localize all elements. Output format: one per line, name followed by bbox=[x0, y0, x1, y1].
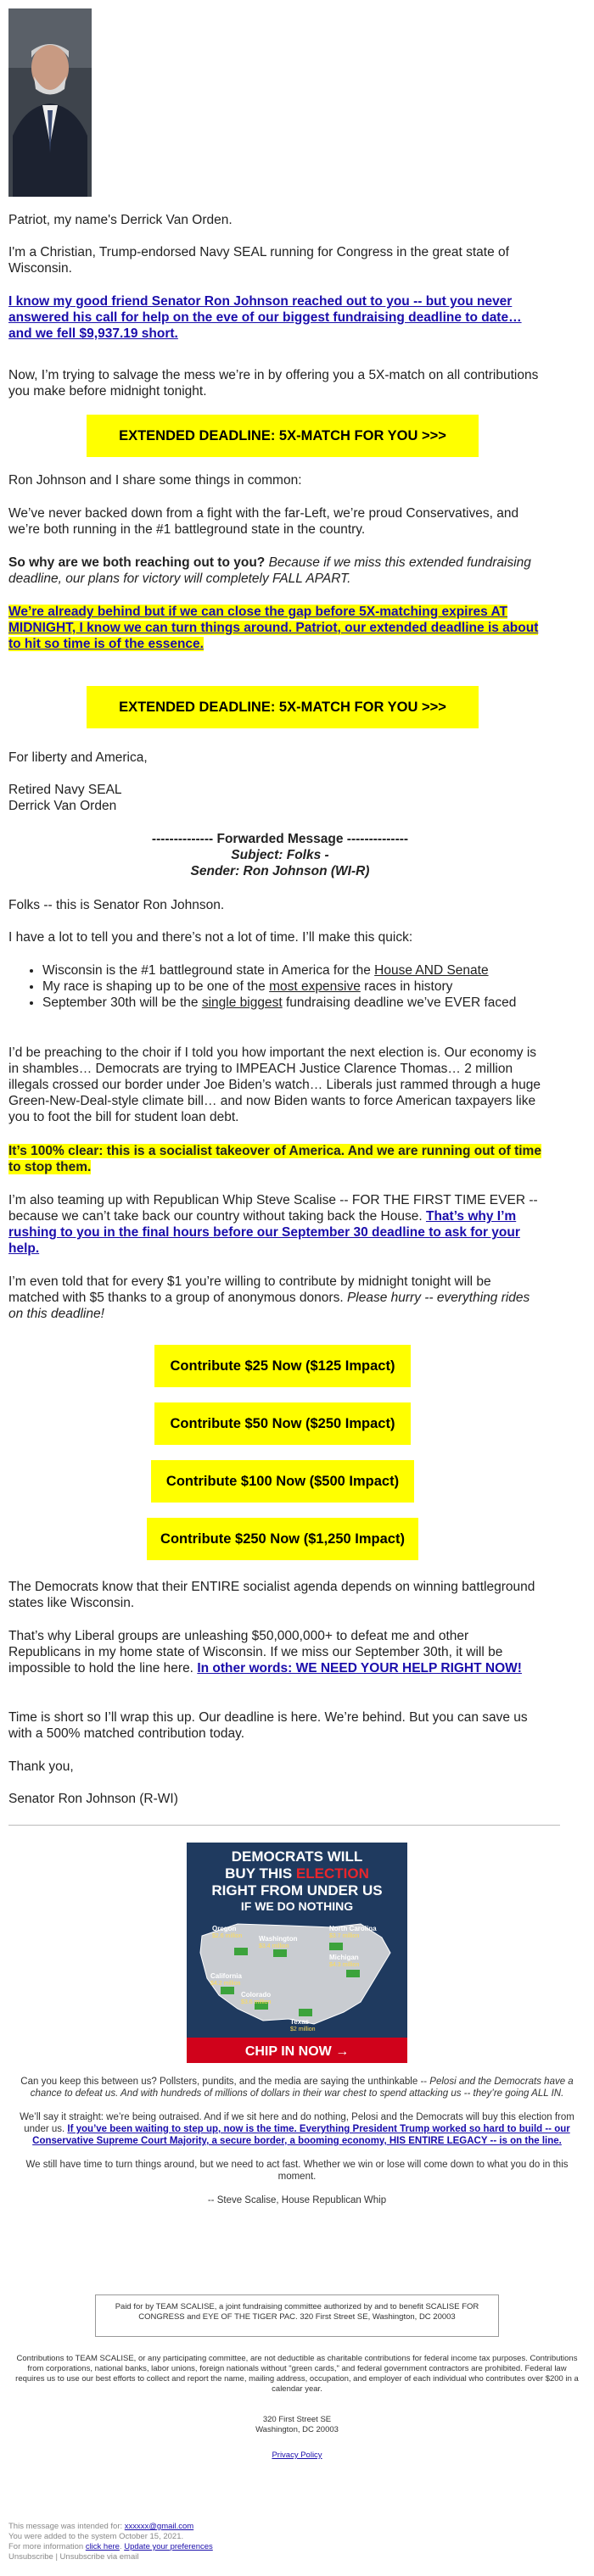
signature-title: Retired Navy SEAL bbox=[8, 783, 122, 797]
forwarded-header: -------------- Forwarded Message -------------- Subject: Folks - Sender: Ron Johnson (WI-R) bbox=[151, 832, 409, 878]
state-amount: $4.2 million bbox=[210, 1981, 241, 1987]
privacy-policy-link[interactable]: Privacy Policy bbox=[272, 2451, 322, 2460]
ad-headline-2: BUY THIS bbox=[225, 1865, 296, 1882]
meta-footer: This message was intended for: xxxxxx@gmail.com You were added to the system October 15, 2021. For more information click here. Update your preferences Unsubscribe | Unsubscribe via email bbox=[8, 2522, 433, 2562]
scalise-p2: We’ll say it straight: we’re being outraised. And if we sit here and do nothing, Pelosi and the Democrats will buy this election from under us. If you’ve been waiting to step up, now is the time. Everything President Trump worked so hard to build -- our Conservative Supreme Court Majority, a secure border, a booming economy, HIS ENTIRE LEGACY -- is on the line. bbox=[20, 2112, 574, 2146]
why-line: So why are we both reaching out to you? Because if we miss this extended fundraising deadline, our plans for victory will completely FALL APART. bbox=[8, 555, 531, 586]
common-line: Ron Johnson and I share some things in common: bbox=[8, 473, 302, 488]
unsubscribe-links[interactable]: Unsubscribe | Unsubscribe via email bbox=[8, 2552, 139, 2562]
state-label: Michigan bbox=[329, 1954, 359, 1961]
state-label: Texas bbox=[290, 2018, 310, 2026]
ad-headline-1: DEMOCRATS WILL bbox=[231, 1848, 363, 1865]
state-label: Washington bbox=[259, 1935, 298, 1943]
legacy-link[interactable]: If you’ve been waiting to step up, now is the time. Everything President Trump worked so hard to build -- our Conservative Supreme Court Majority, a secure border, a booming economy, HIS ENTIRE LEGACY -- is on the line. bbox=[32, 2124, 570, 2146]
need-help-link[interactable]: In other words: WE NEED YOUR HELP RIGHT NOW! bbox=[197, 1661, 522, 1676]
ron-quick: I have a lot to tell you and there’s not a lot of time. I’ll make this quick: bbox=[8, 930, 413, 945]
chip-in-label: CHIP IN NOW → bbox=[244, 2044, 350, 2059]
divider bbox=[8, 1825, 560, 1826]
click-here-link[interactable]: click here bbox=[85, 2542, 120, 2551]
contribute-25-button[interactable]: Contribute $25 Now ($125 Impact) bbox=[154, 1345, 411, 1387]
state-label: California bbox=[210, 1972, 242, 1980]
wrap-up-paragraph: Time is short so I’ll wrap this up. Our deadline is here. We’re behind. But you can save us with a 500% matched contribution today. bbox=[8, 1710, 528, 1741]
list-item: • Wisconsin is the #1 battleground state in America for the House AND Senate bbox=[42, 962, 552, 979]
fell-short-link[interactable]: I know my good friend Senator Ron Johnson reached out to you -- but you never answered his call for help on the eve of our biggest fundraising deadline to date… and we fell $9,937.19 short. bbox=[8, 294, 522, 341]
disclaimer: Contributions to TEAM SCALISE, or any participating committee, are not deductible as charitable contributions for federal income tax purposes. Contributions from corporations, national banks, labor unions, foreign nationals without "green cards," and federal government contractors are prohibited. Federal law requires us to use our best efforts to collect and report the name, mailing address, occupation, and employer of each individual who contributes over $200 in a calendar year. bbox=[15, 2354, 579, 2394]
scalise-p1: Can you keep this between us? Pollsters, pundits, and the media are saying the unthinkable -- Pelosi and the Democrats have a chance to defeat us. And with hundreds of millions of dollars in their war chest to spend attacking us -- they’re going ALL IN. bbox=[20, 2077, 574, 2099]
final-hours-link[interactable]: That’s why I’m rushing to you in the final hours before our September 30 deadline to ask for your help. bbox=[8, 1209, 520, 1256]
money-icon bbox=[346, 1970, 360, 1977]
ad-headline-2b: ELECTION bbox=[295, 1865, 369, 1882]
state-amount: $2.6 million bbox=[212, 1933, 243, 1939]
money-icon bbox=[299, 2009, 312, 2016]
money-icon bbox=[234, 1948, 248, 1955]
list-item: • September 30th will be the single biggest fundraising deadline we’ve EVER faced bbox=[42, 995, 552, 1011]
scalise-teaming-paragraph: I’m also teaming up with Republican Whip Steve Scalise -- FOR THE FIRST TIME EVER -- because we can’t take back our country without taking back the House. That’s why I’m rushing to you in the final hours before our September 30 deadline to ask for your help. bbox=[8, 1193, 538, 1256]
money-icon bbox=[221, 1987, 234, 1994]
scalise-section bbox=[12, 2076, 582, 2206]
state-amount: $3.6 million bbox=[241, 1999, 272, 2005]
address-line-2: Washington, DC 20003 bbox=[255, 2425, 339, 2434]
liberal-groups-paragraph: That’s why Liberal groups are unleashing $50,000,000+ to defeat me and other Republicans in my home state of Wisconsin. If we miss our September 30th, it will be impossible to hold the line here. In other words: WE NEED YOUR HELP RIGHT NOW! bbox=[8, 1629, 522, 1676]
state-amount: $3.4 million bbox=[259, 1943, 289, 1949]
economy-paragraph: I’d be preaching to the choir if I told you how important the next election is. Our economy is in shambles… Democrats are trying to IMPEACH Justice Clarence Thomas… 2 million illegals crossed our border under Joe Biden’s watch… Liberals just rammed through a huge Green-New-Deal-style climate bill… and now Biden wants to force American taxpayers like you to foot the bill for student loan debt. bbox=[8, 1045, 541, 1124]
list-item: • My race is shaping up to be one of the most expensive races in history bbox=[42, 979, 552, 995]
ad-headline-3: RIGHT FROM UNDER US bbox=[211, 1882, 383, 1899]
socialist-takeover-highlight: It’s 100% clear: this is a socialist takeover of America. And we are running out of time to stop them. bbox=[8, 1144, 541, 1174]
state-label: Colorado bbox=[241, 1991, 272, 1999]
update-preferences-link[interactable]: Update your preferences bbox=[124, 2542, 213, 2551]
signature-name: Derrick Van Orden bbox=[8, 799, 117, 813]
greeting: Patriot, my name's Derrick Van Orden. bbox=[8, 213, 233, 227]
extended-deadline-button[interactable]: EXTENDED DEADLINE: 5X-MATCH FOR YOU >>> bbox=[87, 415, 479, 457]
ron-intro: Folks -- this is Senator Ron Johnson. bbox=[8, 898, 225, 912]
money-icon bbox=[273, 1949, 287, 1957]
svg-text:BUY THIS ELECTION bbox=[225, 1865, 369, 1882]
behind-link[interactable]: We’re already behind but if we can close the gap before 5X-matching expires AT MIDNIGHT, I know we can turn things around. Patriot, our extended deadline is about to hit so time is of the essence. bbox=[8, 605, 539, 651]
money-icon bbox=[329, 1943, 343, 1950]
state-amount: $2 million bbox=[290, 2027, 316, 2032]
scalise-p3: We still have time to turn things around, but we need to act fast. Whether we win or lose will come down to what you do in this moment. bbox=[25, 2160, 569, 2182]
extended-deadline-button-2[interactable]: EXTENDED DEADLINE: 5X-MATCH FOR YOU >>> bbox=[87, 686, 479, 728]
thank-you: Thank you, bbox=[8, 1759, 74, 1774]
democrats-paragraph: The Democrats know that their ENTIRE socialist agenda depends on winning battleground states like Wisconsin. bbox=[8, 1580, 535, 1610]
contribute-250-button[interactable]: Contribute $250 Now ($1,250 Impact) bbox=[147, 1518, 418, 1560]
ad-headline-4: IF WE DO NOTHING bbox=[240, 1899, 354, 1913]
bullet-list bbox=[8, 962, 552, 1011]
scalise-signature: -- Steve Scalise, House Republican Whip bbox=[207, 2195, 387, 2205]
state-amount: $4.3 million bbox=[329, 1962, 360, 1968]
ron-signature: Senator Ron Johnson (R-WI) bbox=[8, 1792, 178, 1806]
match-paragraph: I’m even told that for every $1 you’re willing to contribute by midnight tonight will be matched with $5 thanks to a group of anonymous donors. Please hurry -- everything rides on this deadline! bbox=[8, 1274, 530, 1321]
paid-for-box: Paid for by TEAM SCALISE, a joint fundraising committee authorized by and to benefit SCALISE FOR CONGRESS and EYE OF THE TIGER PAC. 320 First Street SE, Washington, DC 20003 bbox=[95, 2294, 499, 2337]
signoff: For liberty and America, bbox=[8, 750, 148, 765]
footer bbox=[12, 2354, 582, 2461]
state-label: North Carolina bbox=[329, 1925, 377, 1932]
candidate-photo bbox=[8, 8, 92, 197]
email-link[interactable]: xxxxxx@gmail.com bbox=[124, 2522, 194, 2531]
state-amount: $3.7 million bbox=[329, 1933, 360, 1939]
state-label: Oregon bbox=[212, 1925, 237, 1932]
chip-in-ad[interactable] bbox=[187, 1843, 407, 2063]
intro-line: I'm a Christian, Trump-endorsed Navy SEAL running for Congress in the great state of Wisconsin. bbox=[8, 245, 509, 276]
intro-match-line: Now, I’m trying to salvage the mess we’re in by offering you a 5X-match on all contributions you make before midnight tonight. bbox=[8, 368, 539, 399]
contribute-50-button[interactable]: Contribute $50 Now ($250 Impact) bbox=[154, 1402, 411, 1445]
fight-line: We’ve never backed down from a fight with the far-Left, we’re proud Conservatives, and we’re both running in the #1 battleground state in the country. bbox=[8, 506, 519, 537]
contribute-100-button[interactable]: Contribute $100 Now ($500 Impact) bbox=[151, 1460, 414, 1503]
address-line-1: 320 First Street SE bbox=[262, 2415, 332, 2424]
